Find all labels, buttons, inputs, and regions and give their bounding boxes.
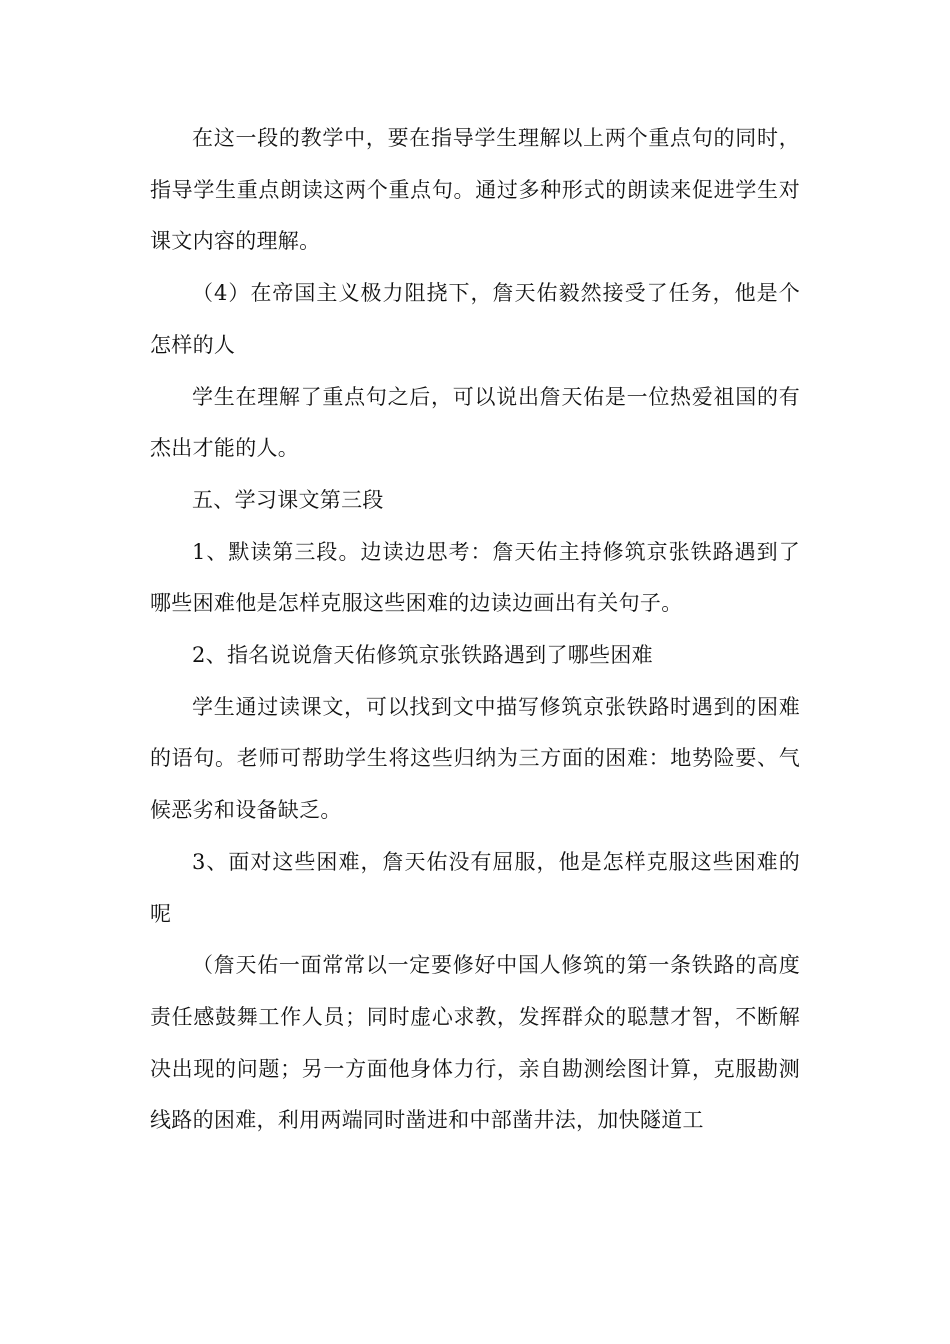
paragraph-step-2-answer: 学生通过读课文，可以找到文中描写修筑京张铁路时遇到的困难的语句。老师可帮助学生将这些归纳为三方面的困难：地势险要、气候恶劣和设备缺乏。 xyxy=(150,694,800,823)
paragraph-step-1: 1、默读第三段。边读边思考：詹天佑主持修筑京张铁路遇到了哪些困难他是怎样克服这些困难的边读边画出有关句子。 xyxy=(150,539,800,616)
paragraph-step-2: 2、指名说说詹天佑修筑京张铁路遇到了哪些困难 xyxy=(192,643,653,668)
paragraph-teaching-note: 在这一段的教学中，要在指导学生理解以上两个重点句的同时，指导学生重点朗读这两个重点句。通过多种形式的朗读来促进学生对课文内容的理解。 xyxy=(150,126,800,254)
paragraph-step-3-answer: （詹天佑一面常常以一定要修好中国人修筑的第一条铁路的高度责任感鼓舞工作人员；同时虚心求教，发挥群众的聪慧才智，不断解决出现的问题；另一方面他身体力行，亲自勘测绘图计算，克服勘测线路的困难，利用两端同时凿进和中部凿井法，加快隧道工 xyxy=(150,953,800,1133)
section-heading-five: 五、学习课文第三段 xyxy=(192,487,384,512)
paragraph-answer-4: 学生在理解了重点句之后，可以说出詹天佑是一位热爱祖国的有杰出才能的人。 xyxy=(150,384,800,461)
paragraph-step-3: 3、面对这些困难，詹天佑没有屈服，他是怎样克服这些困难的呢 xyxy=(150,849,800,926)
document-body xyxy=(150,113,800,1147)
paragraph-question-4: （4）在帝国主义极力阻挠下，詹天佑毅然接受了任务，他是个怎样的人 xyxy=(150,281,800,357)
